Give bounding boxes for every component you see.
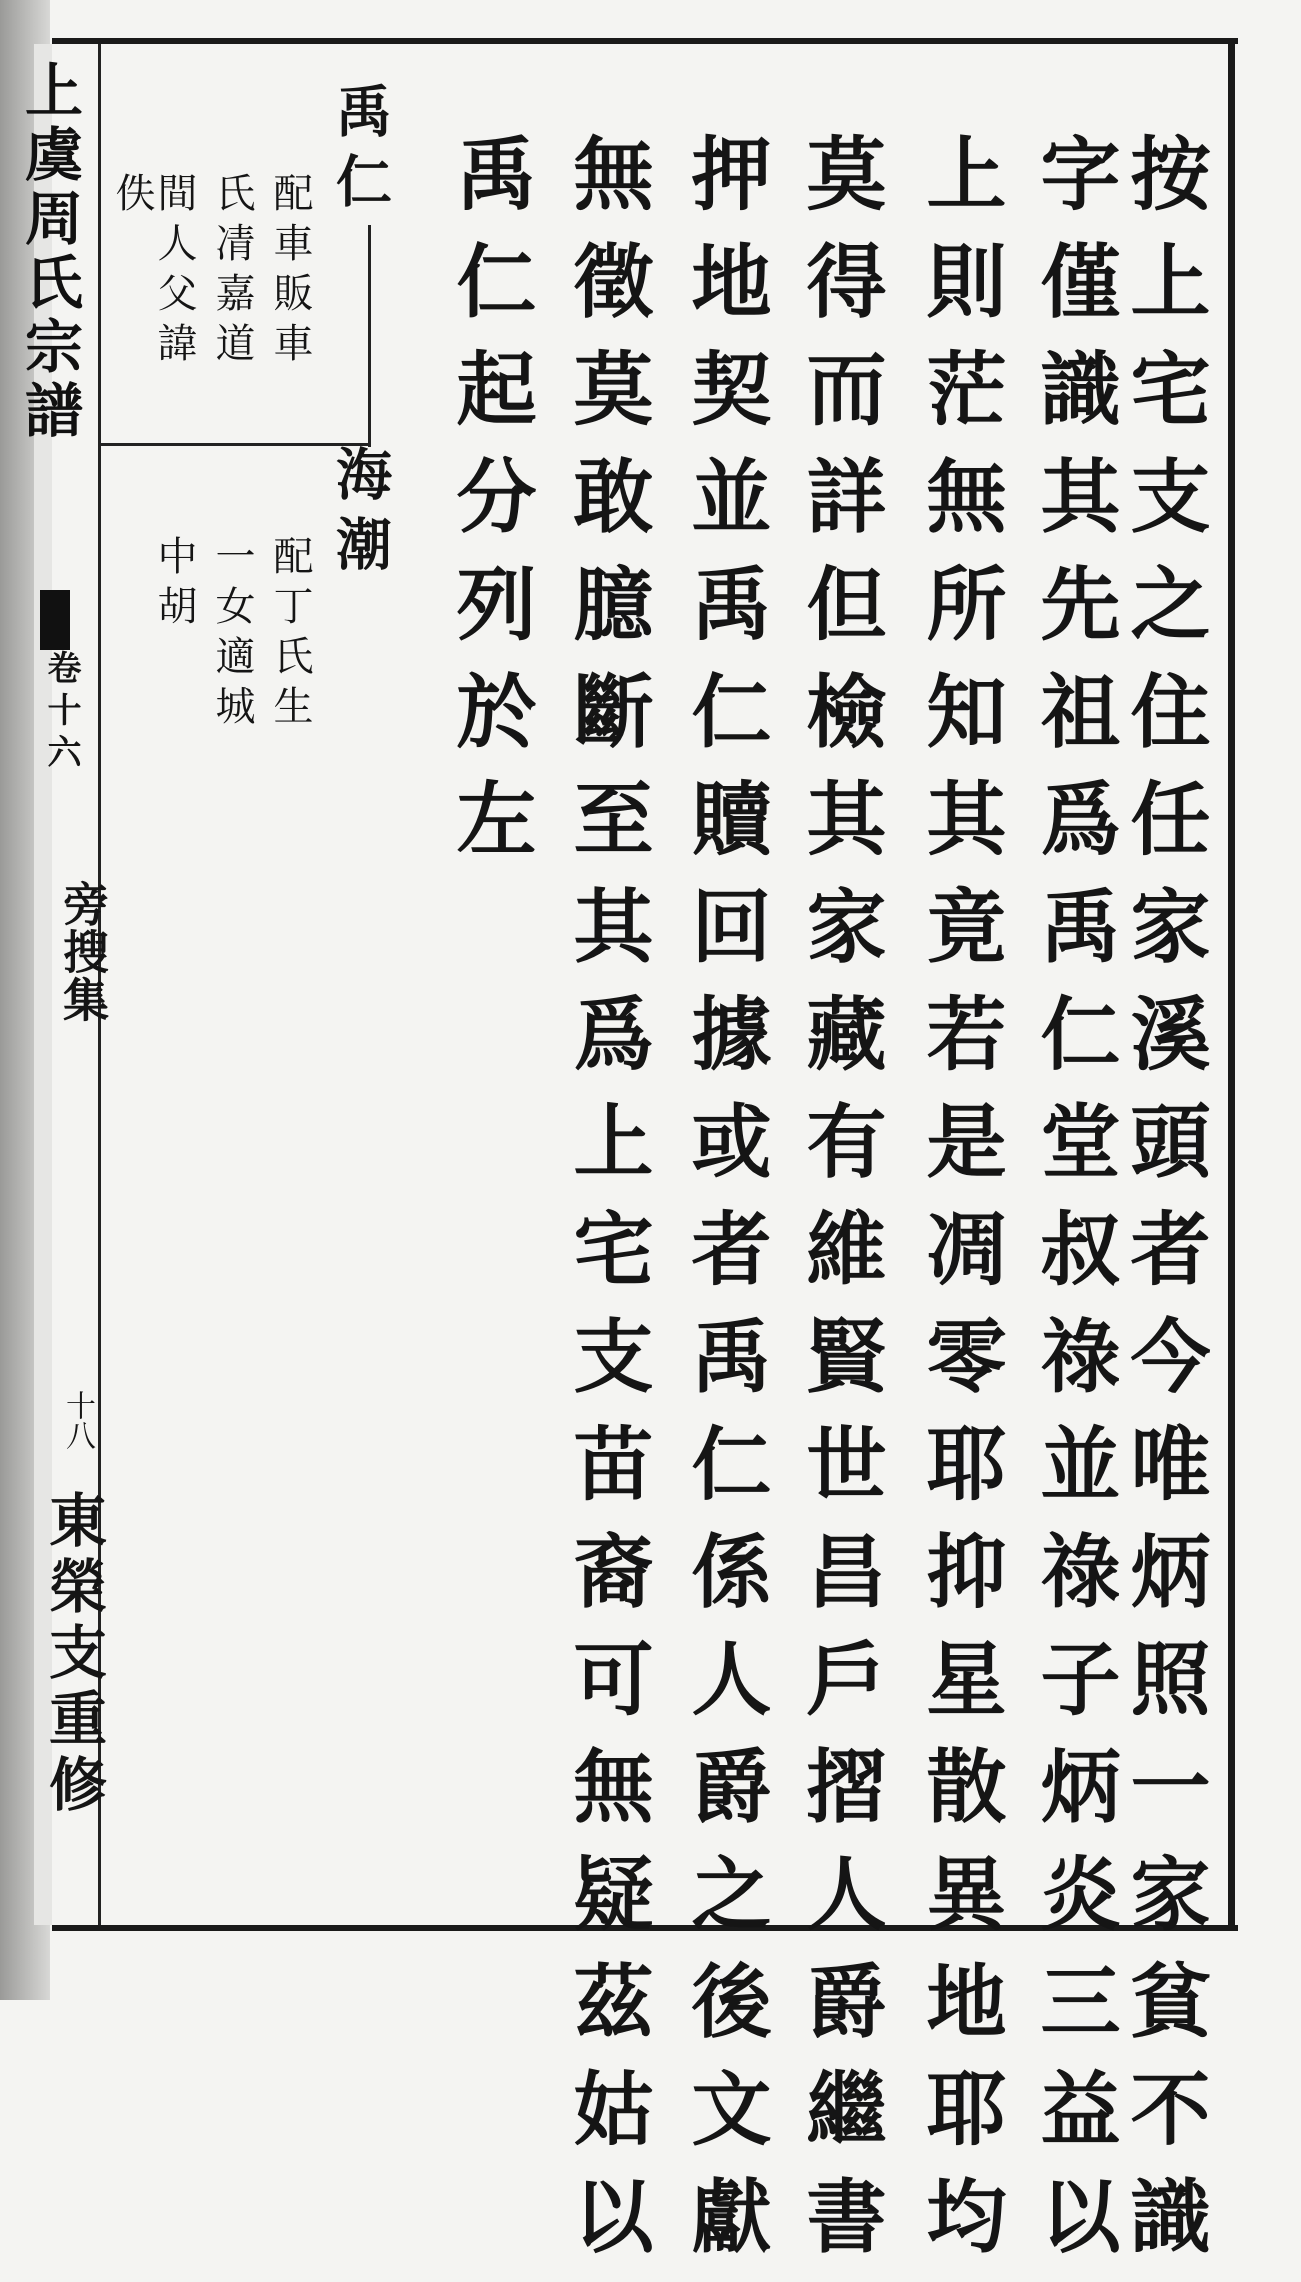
frame-right-border	[1228, 38, 1235, 1931]
main-text-column-1: 按上宅支之住任家溪頭者今唯炳照一家貧不識	[1117, 132, 1211, 2282]
yuren-note-4: 佚	[109, 172, 155, 222]
main-text-column-6: 無徵莫敢臆斷至其爲上宅支苗裔可無疑茲姑以	[560, 132, 654, 2282]
yuren-note-3: 間人父諱	[151, 172, 197, 372]
volume-number: 卷十六	[41, 650, 81, 776]
haichao-note-3: 中胡	[151, 535, 197, 635]
haichao-note-2: 一女適城	[209, 535, 255, 735]
publisher-branch: 東榮支重修	[39, 1490, 107, 1820]
main-text-column-2: 字僅識其先祖爲禹仁堂叔祿並祿子炳炎三益以	[1027, 132, 1121, 2282]
main-text-column-4: 莫得而詳但檢其家藏有維賢世昌戶摺人爵繼書	[793, 132, 887, 2282]
haichao-note-1: 配丁氏生	[267, 535, 313, 735]
frame-top-border	[52, 38, 1238, 44]
yuren-note-2: 氏凊嘉道	[209, 172, 255, 372]
main-text-column-5: 押地契並禹仁贖回據或者禹仁係人爵之後文獻	[678, 132, 772, 2282]
main-text-column-7: 禹仁起分列於左	[443, 132, 537, 885]
section-name: 旁搜集	[56, 880, 110, 1024]
person-name-yuren: 禹仁	[327, 82, 393, 222]
person-name-haichao: 海潮	[327, 445, 393, 585]
book-title: 上虞周氏宗譜	[15, 60, 83, 444]
page-number: 十八	[60, 1390, 95, 1450]
lineage-line	[368, 225, 371, 447]
yuren-note-1: 配車販車	[267, 172, 313, 372]
fishtail-mark	[40, 590, 70, 650]
main-text-column-3: 上則茫無所知其竟若是凋零耶抑星散異地耶均	[913, 132, 1007, 2282]
